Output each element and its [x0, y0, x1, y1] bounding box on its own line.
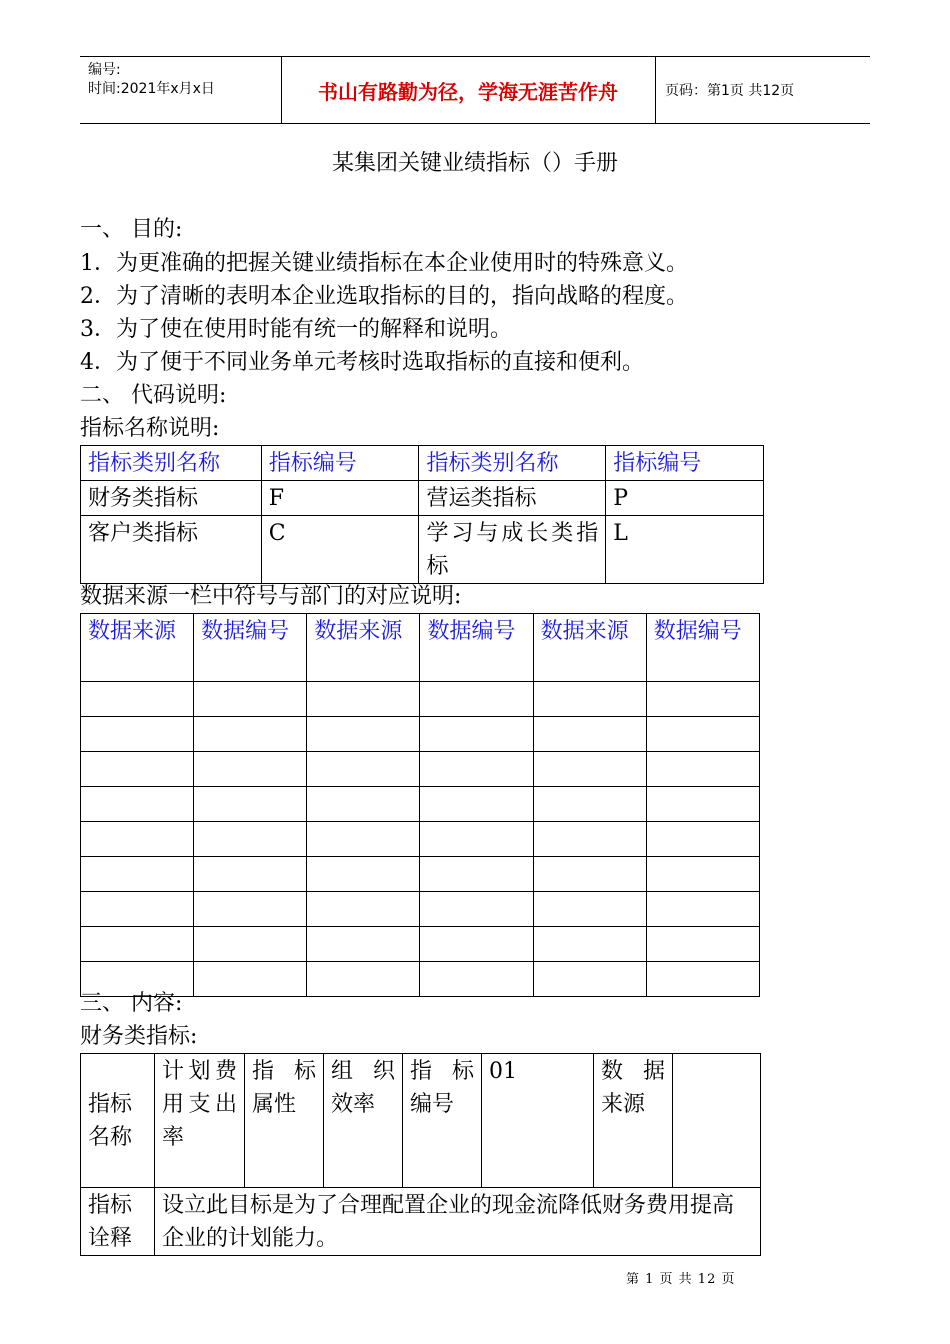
table-cell: 学习与成长类指标	[419, 516, 606, 584]
header-motto: 书山有路勤为径，学海无涯苦作舟	[318, 79, 618, 104]
indicator-code-label: 指标编号	[403, 1054, 482, 1188]
table-cell	[420, 752, 533, 787]
table-cell	[646, 822, 759, 857]
indicator-code-value: 01	[482, 1054, 594, 1188]
table-header-cell: 指标类别名称	[419, 446, 606, 481]
table-cell	[533, 892, 646, 927]
page-header	[80, 56, 870, 124]
table-cell	[533, 962, 646, 997]
table-row	[81, 516, 764, 584]
table-cell	[307, 927, 420, 962]
table-cell	[194, 752, 307, 787]
indicator-attr-value: 组织效率	[324, 1054, 403, 1188]
table-cell	[420, 892, 533, 927]
table-cell: 财务类指标	[81, 481, 262, 516]
table-cell: 客户类指标	[81, 516, 262, 584]
subheading-data-source: 数据来源一栏中符号与部门的对应说明:	[80, 584, 462, 609]
indicator-detail-table	[80, 1053, 761, 1256]
table-row	[81, 481, 764, 516]
table-header-cell: 指标编号	[606, 446, 764, 481]
table-cell	[194, 822, 307, 857]
table-cell	[307, 892, 420, 927]
table-cell	[533, 682, 646, 717]
table-header-cell: 数据编号	[646, 614, 759, 682]
table-row	[81, 822, 760, 857]
section-heading-content: 三、 内容:	[80, 991, 183, 1016]
table-row	[81, 857, 760, 892]
table-cell	[646, 717, 759, 752]
table-row	[81, 892, 760, 927]
table-row	[81, 717, 760, 752]
header-page-info: 页码：第1页 共12页	[665, 83, 795, 99]
table-row	[81, 927, 760, 962]
table-header-row	[81, 446, 764, 481]
indicator-attr-label: 指标属性	[245, 1054, 324, 1188]
table-header-cell: 数据编号	[194, 614, 307, 682]
table-cell	[307, 682, 420, 717]
table-cell	[420, 962, 533, 997]
table-cell	[81, 857, 194, 892]
table-cell	[533, 787, 646, 822]
table-row	[81, 752, 760, 787]
section-heading-purpose: 一、 目的:	[80, 217, 183, 242]
purpose-item: 1．为更准确的把握关键业绩指标在本企业使用时的特殊意义。	[80, 251, 688, 276]
indicator-desc-value: 设立此目标是为了合理配置企业的现金流降低财务费用提高企业的计划能力。	[155, 1188, 761, 1256]
table-row	[81, 682, 760, 717]
table-cell	[81, 892, 194, 927]
table-cell	[307, 787, 420, 822]
table-cell	[81, 787, 194, 822]
table-cell	[307, 717, 420, 752]
table-header-cell: 指标类别名称	[81, 446, 262, 481]
table-header-cell: 数据来源	[307, 614, 420, 682]
table-cell	[81, 822, 194, 857]
table-cell	[646, 962, 759, 997]
subheading-financial: 财务类指标:	[80, 1024, 198, 1049]
table-cell	[194, 927, 307, 962]
purpose-item: 2．为了清晰的表明本企业选取指标的目的，指向战略的程度。	[80, 284, 688, 309]
table-cell	[646, 857, 759, 892]
table-row	[81, 787, 760, 822]
indicator-name-value: 计划费用支出率	[155, 1054, 245, 1188]
table-header-cell: 指标编号	[261, 446, 419, 481]
indicator-desc-label: 指标诠释	[81, 1188, 155, 1256]
data-source-table	[80, 613, 760, 997]
header-meta	[88, 61, 215, 99]
table-cell	[533, 857, 646, 892]
table-cell	[646, 787, 759, 822]
indicator-category-table	[80, 445, 764, 584]
table-cell	[81, 682, 194, 717]
table-cell: C	[261, 516, 419, 584]
table-cell	[81, 717, 194, 752]
data-source-label: 数据来源	[594, 1054, 673, 1188]
table-cell	[194, 787, 307, 822]
table-cell	[420, 857, 533, 892]
subheading-indicator-names: 指标名称说明:	[80, 416, 220, 441]
table-cell	[307, 822, 420, 857]
table-cell	[533, 822, 646, 857]
table-row	[81, 1054, 761, 1188]
table-cell	[307, 857, 420, 892]
indicator-name-label: 指标名称	[81, 1054, 155, 1188]
table-header-row	[81, 614, 760, 682]
table-cell	[646, 682, 759, 717]
table-cell: 营运类指标	[419, 481, 606, 516]
table-cell	[420, 717, 533, 752]
table-cell	[194, 857, 307, 892]
purpose-item: 4．为了便于不同业务单元考核时选取指标的直接和便利。	[80, 350, 644, 375]
table-cell: P	[606, 481, 764, 516]
table-cell	[194, 962, 307, 997]
table-cell	[307, 962, 420, 997]
table-row	[81, 1188, 761, 1256]
page-footer: 第 1 页 共 12 页	[626, 1272, 736, 1287]
table-cell	[533, 927, 646, 962]
table-header-cell: 数据来源	[533, 614, 646, 682]
table-cell: F	[261, 481, 419, 516]
table-cell	[533, 752, 646, 787]
purpose-item: 3．为了使在使用时能有统一的解释和说明。	[80, 317, 512, 342]
table-cell	[194, 892, 307, 927]
header-divider	[655, 57, 656, 123]
table-cell	[420, 927, 533, 962]
table-cell	[533, 717, 646, 752]
table-cell	[646, 752, 759, 787]
section-heading-codes: 二、 代码说明:	[80, 383, 227, 408]
table-cell	[194, 682, 307, 717]
table-cell	[194, 717, 307, 752]
data-source-value	[673, 1054, 761, 1188]
table-header-cell: 数据来源	[81, 614, 194, 682]
table-cell	[81, 927, 194, 962]
table-cell	[646, 892, 759, 927]
table-cell	[420, 822, 533, 857]
document-title: 某集团关键业绩指标（）手册	[331, 151, 618, 176]
table-cell	[307, 752, 420, 787]
table-cell	[420, 787, 533, 822]
doc-time-label: 时间:2021年x月x日	[88, 81, 215, 97]
table-cell	[81, 752, 194, 787]
table-cell: L	[606, 516, 764, 584]
table-cell	[420, 682, 533, 717]
doc-number-label: 编号:	[88, 62, 121, 78]
table-cell	[646, 927, 759, 962]
table-header-cell: 数据编号	[420, 614, 533, 682]
